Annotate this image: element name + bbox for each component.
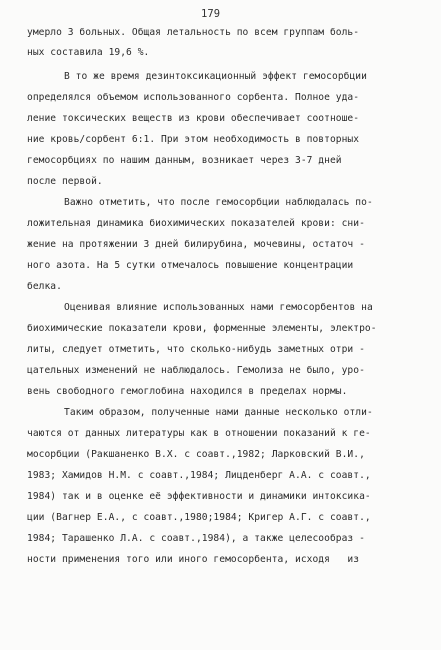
text-line-10: ложительная динамика биохимических показателей крови: сни- xyxy=(27,218,365,229)
text-line-20: чаются от данных литературы как в отношении показаний к ге- xyxy=(27,428,371,439)
text-line-6: ние кровь/сорбент 6:1. При этом необходимость в повторных xyxy=(27,134,360,145)
text-line-24: ции (Вагнер Е.А., с соавт.,1980;1984; Кригер А.Г. с соавт., xyxy=(27,512,371,523)
text-line-15: биохимические показатели крови, форменные элементы, электро- xyxy=(27,323,377,334)
text-line-16: литы, следует отметить, что сколько-нибудь заметных отри - xyxy=(27,344,365,355)
text-line-1: умерло 3 больных. Общая летальность по всем группам боль- xyxy=(27,27,360,38)
text-line-9: Важно отметить, что после гемосорбции наблюдалась по- xyxy=(64,197,373,208)
text-line-26: ности применения того или иного гемосорбента, исходя из xyxy=(27,554,360,565)
text-line-5: ление токсических веществ из крови обеспечивает соотноше- xyxy=(27,113,360,124)
text-line-17: цательных изменений не наблюдалось. Гемолиза не было, уро- xyxy=(27,365,365,376)
text-line-19: Таким образом, полученные нами данные несколько отли- xyxy=(64,407,373,418)
text-line-11: жение на протяжении 3 дней билирубина, мочевины, остаточ - xyxy=(27,239,365,250)
text-line-8: после первой. xyxy=(27,176,103,187)
text-line-22: 1983; Хамидов Н.М. с соавт.,1984; Лицденберг А.А. с соавт., xyxy=(27,470,371,481)
text-line-3: В то же время дезинтоксикационный эффект гемосорбции xyxy=(64,71,367,82)
text-line-2: ных составила 19,6 %. xyxy=(27,47,150,58)
text-line-12: ного азота. На 5 сутки отмечалось повышение концентрации xyxy=(27,260,354,271)
text-line-21: мосорбции (Ракшаненко В.Х. с соавт.,1982; Ларковский В.И., xyxy=(27,449,365,460)
text-line-13: белка. xyxy=(27,281,62,292)
text-line-14: Оценивая влияние использованных нами гемосорбентов на xyxy=(64,302,373,313)
text-line-23: 1984) так и в оценке её эффективности и динамики интоксика- xyxy=(27,491,371,502)
page-number: 179 xyxy=(201,8,221,20)
text-line-18: вень свободного гемоглобина находился в пределах нормы. xyxy=(27,386,348,397)
text-line-25: 1984; Тарашенко Л.А. с соавт.,1984), а также целесообраз - xyxy=(27,533,365,544)
text-line-4: определялся объемом использованного сорбента. Полное уда- xyxy=(27,92,360,103)
text-line-7: гемосорбциях по нашим данным, возникает через 3-7 дней xyxy=(27,155,342,166)
